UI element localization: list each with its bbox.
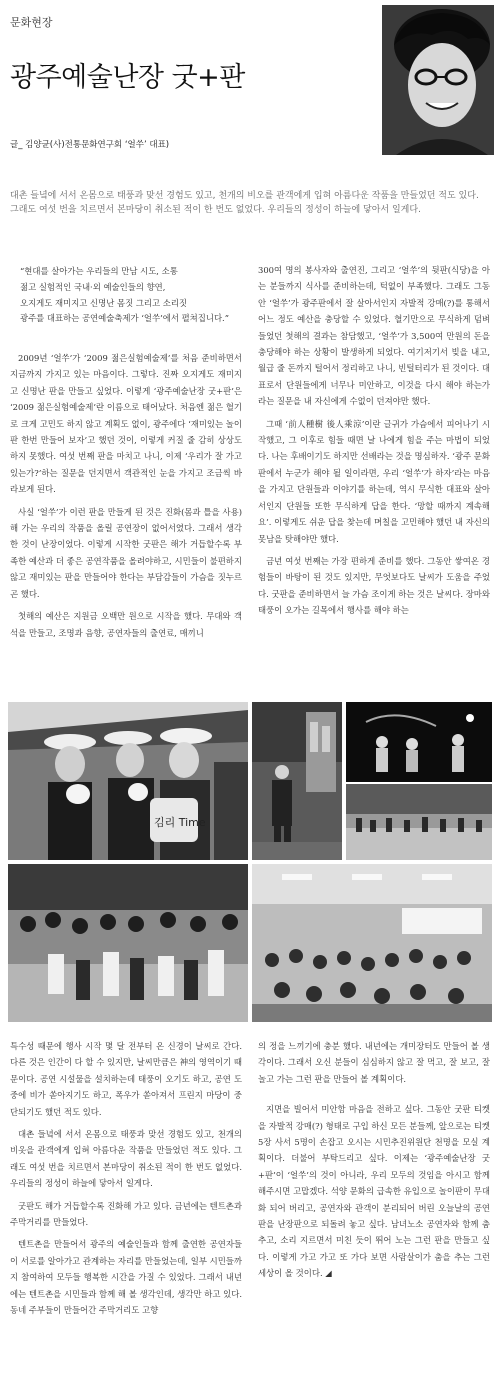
photo-performers-with-bowls: [8, 702, 248, 860]
body-paragraph: 지면을 빌어서 미안함 마음을 전하고 싶다. 그동안 굿판 티켓을 자발적 강매(?) 형태로 구입 하신 모든 분들께, 앞으로는 티켓 5장 사서 5명이 손잡고 오시는 시민추진위원단 천명을 모실 계획이다. 더불어 부탁드리고 싶다. 이제는 ‘광주예술난장 굿+판’이 ‘얼쑤’의 것이 아니라, 우리 모두의 것임을 아시고 함께 해주시면 고맙겠다. 석양 문화의 급속한 유입으로 놀이판이 무대화 되어 버리고, 공연자와 관객이 분리되어 버린 오늘날의 공연판을 난장판으로 되돌려 놓고 싶다. 남녀노소 공연자와 함께 춤추고, 소리 지르면서 미친 듯이 뛰어 노는 그런 판을 만들고 싶다. 이렇게 가고 가고 또 가다 보면 사람살이가 춤을 추는 그런 세상이 올 것이다. ◢: [258, 1104, 490, 1279]
body-paragraph: 그때 ‘前人種樹 後人乘涼’이란 글귀가 가슴에서 피어나기 시작했고, 그 이후로 힘들 때면 날 나에게 힘을 주는 마법이 되었다. 나는 후배이기도 하지만 선배라는 것을 명심하자. ‘광주 문화판에서 누군가 해야 될 일이라면, 우리 ‘얼쑤’가 하자’라는 마음을 가지고 단원들과 이야기를 하는데, 역시 무식한 대표와 살아서인지 단원들 또한 무식하게 답을 한다. ‘망할 때까지 계속해요’. 이렇게도 쉬운 답을 찾는데 며칠을 고민해야 했던 내 자신의 못남을 탓해야만 했다.: [258, 418, 490, 544]
photo-children-dancing: [8, 864, 248, 1022]
byline: [10, 138, 169, 150]
body-paragraph: 2009년 ‘얼쑤’가 ‘2009 젊은실험예술제’를 처음 준비하면서 지금까지 가지고 있는 마음이다. 그렇다. 진짜 오지게도 재미지고 신명난 판을 만들고 싶었다. 이렇게 ‘광주예술난장 굿+판’은 ‘2009 젊은실험예술제’란 이름으로 태어났다. 처음엔 젊은 혈기로 크게 고민도 하지 않고 계획도 없이, 광주에다 ‘재미있는 놀이판 한번 만들어 보자’고 했던 것이, 이렇게 커질 줄 감히 상상도 하지 못했다. 여섯 번째 판을 마치고 나니, 이제 ‘우리가 잘 가고 있는가?’하는 질문을 던지면서 객관적인 눈을 가지고 조금씩 바라보게 된다.: [10, 353, 242, 495]
body-paragraph: 금년 여섯 번째는 가장 편하게 준비를 했다. 그동안 쌓여온 경험들이 바탕이 된 것도 있지만, 무엇보다도 날씨가 도움을 주었다. 굿판을 준비하면서 늘 가슴 조이게 하는 것은 날씨다. 장마와 태풍이 오가는 길목에서 행사를 해야 하는: [258, 555, 490, 616]
lead-paragraph: 대촌 들녘에 서서 온몸으로 태풍과 맞선 경험도 있고, 천개의 비오를 관객에게 입혀 아름다운 작품을 만들었던 적도 있다. 그래도 여섯 번을 치르면서 본마당이 취소된 적이 한 번도 없었다. 우리들의 정성이 하늘에 닿아서 일게다.: [10, 191, 479, 215]
quote-line: 오지게도 재미지고 신명난 몸짓 그리고 소리짓: [20, 297, 188, 308]
body-column-1: [10, 350, 242, 647]
photo-sign: 김리 Time: [154, 816, 206, 829]
photo-street-performer: [252, 702, 342, 860]
byline-author: 김양균(사)전통문화연구회 ‘얼쑤’ 대표): [25, 140, 170, 150]
body-paragraph: 텐트촌을 만들어서 광주의 예술인들과 함께 출연한 공연자들이 서로를 알아가고 관계하는 자리를 만들었는데, 일부 시민들까지 참여하여 모두들 행복한 시간을 가질 수 있었다. 그래서 내년에는 텐트촌을 시민들과 함께 해 볼 생각인데, 생각만 하고 있다. 동네 주부들이 만들어간 주막거리도 고향: [10, 1239, 242, 1316]
photo-night-stage: [346, 702, 492, 782]
body-paragraph: 사실 ‘얼쑤’가 이런 판을 만들게 된 것은 진화(몸과 틀을 사용)해 가는 우리의 작품을 올릴 공연장이 없어서였다. 그래서 생각한 것이 난장이었다. 이렇게 시작한 굿판은 해가 거듭할수록 부족한 예산과 더 좋은 공연작품을 올려야하고, 시민들이 불편하지 않고 재미있는 판을 만들어야 한다는 부담감들이 가슴을 짓누르곤 했다.: [10, 506, 242, 599]
article-title: 광주예술난장 굿+판: [10, 62, 245, 93]
body-column-4: [258, 1038, 490, 1288]
section-label: 문화현장: [10, 16, 53, 29]
body-column-2: [258, 262, 490, 625]
quote-line: 젊고 실험적인 국내·외 예술인들의 향연,: [20, 281, 166, 292]
quote-line: 광주를 대표하는 공연예술축제가 ‘얼쑤’에서 펼쳐집니다.”: [20, 313, 229, 324]
body-paragraph: 의 정을 느끼기에 충분 했다. 내년에는 개미장터도 만들어 볼 생각이다. 그래서 오신 분들이 심심하지 않고 잘 먹고, 잘 보고, 잘 놀고 가는 그런 판을 만들어 볼 계획이다.: [258, 1041, 490, 1084]
body-paragraph: 굿판도 해가 거듭할수록 진화해 가고 있다. 금년에는 텐트촌과 주막거리를 만들었다.: [10, 1200, 242, 1228]
photo-indoor-gathering: [252, 864, 492, 1022]
byline-prefix: 글_: [10, 140, 23, 150]
author-portrait: [382, 5, 494, 155]
photo-park-audience: [346, 784, 492, 860]
body-column-3: [10, 1038, 242, 1325]
body-paragraph: 대촌 들녘에 서서 온몸으로 태풍과 맞선 경험도 있고, 천개의 비옷을 관객에게 입혀 아름다운 작품을 만들었던 적도 있다. 그래도 여섯 번을 치르면서 본마당이 취소된 적이 한 번도 없었다. 우리들의 정성이 하늘에 닿아서 일게다.: [10, 1129, 242, 1189]
opening-quote: [20, 264, 248, 327]
body-paragraph: 첫해의 예산은 지원금 오백만 원으로 시작을 했다. 무대와 객석을 만들고, 조명과 음향, 공연자들의 출연료, 매끼니: [10, 611, 242, 638]
quote-line: “현대를 살아가는 우리들의 만남 시도, 소통: [20, 266, 178, 276]
body-paragraph: 300여 명의 봉사자와 출연진, 그리고 ‘얼쑤’의 뒷판(식당)을 아는 분들까지 식사를 준비하는데, 턱없이 부족했다. 그래도 그동안 ‘얼쑤’가 광주판에서 잘 살아서인지 자발적 강매(?)를 통해서 어느 정도 예산을 충당할 수 있었다. 혈기만으로 무식하게 덤벼들었던 첫해의 결과는 참담했고, ‘얼쑤’가 3,500여 만원의 돈을 충당해야 하는 상황이 발생하게 되었다. 여기저기서 빚을 내고, 월급 줄 돈까지 털어서 정리하고 나니, 빈털터리가 된 것이다. 대표로서 단원들에게 너무나 미안하고, 이것을 다시 해야 하는가 라는 질문을 내 자신에게 수없이 던져야만 했다.: [258, 265, 490, 407]
body-paragraph: 특수성 때문에 행사 시작 몇 달 전부터 온 신경이 날씨로 간다. 다른 것은 인간이 다 할 수 있지만, 날씨만큼은 神의 영역이기 때문이다. 공연 시설물을 설치하는데 태풍이 오기도 하고, 공연 도중에 비가 쏟아지기도 하고, 폭우가 쏟아져서 프린지 마당이 중단되기도 했던 적도 있다.: [10, 1041, 242, 1117]
